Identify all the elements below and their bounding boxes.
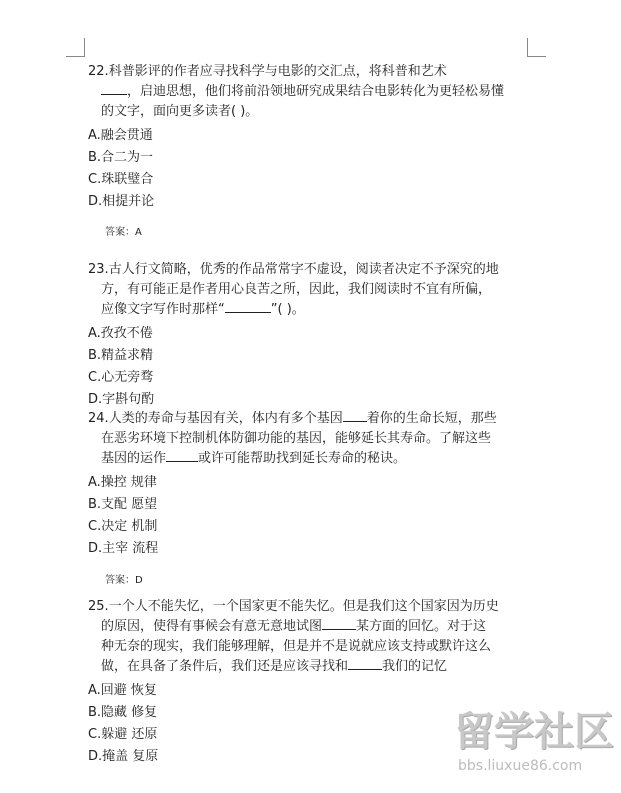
page-corner-mark-top-right	[527, 38, 546, 57]
options-list	[88, 125, 538, 213]
option-b[interactable]: B.隐藏 修复	[88, 705, 158, 720]
option-a[interactable]: A.回避 恢复	[88, 683, 157, 698]
option-c[interactable]: C.躲避 还原	[88, 727, 158, 742]
question-24	[88, 409, 538, 560]
stem-line: 某方面的回忆。对于这	[356, 619, 487, 634]
answer-blank	[166, 449, 198, 462]
option-b[interactable]: B.支配 愿望	[88, 497, 158, 512]
question-number: 23.	[88, 262, 109, 277]
option-d[interactable]: D.相提并论	[88, 194, 155, 209]
stem-line: 古人行文简略，优秀的作品常常字不虚设，阅读者决定不予深究的地	[108, 262, 499, 277]
stem-line: 方，有可能正是作者用心良苦之所，因此，我们阅读时不宜有所偏，	[101, 282, 492, 297]
stem-line: 的文字，面向更多读者( )。	[101, 104, 259, 119]
stem-line: 做，在具备了条件后，我们还是应该寻找和	[101, 659, 349, 674]
stem-line: 或许可能帮助找到延长寿命的秘诀。	[198, 451, 407, 466]
answer-blank	[348, 657, 382, 670]
question-stem	[88, 409, 538, 469]
stem-line: 科普影评的作者应寻找科学与电影的交汇点，将科普和艺术	[108, 64, 447, 79]
answer-blank	[322, 617, 356, 630]
option-b[interactable]: B.合二为一	[88, 150, 154, 165]
answer-blank	[343, 409, 367, 422]
option-c[interactable]: C.珠联璧合	[88, 172, 154, 187]
question-stem	[88, 597, 538, 677]
option-c[interactable]: C.决定 机制	[88, 519, 158, 534]
stem-line: ，启迪思想，他们将前沿领地研究成果结合电影转化为更轻松易懂	[127, 84, 505, 99]
option-d[interactable]: D.掩盖 复原	[88, 749, 159, 764]
option-a[interactable]: A.融会贯通	[88, 128, 153, 143]
watermark-logo	[454, 700, 614, 780]
page-corner-mark-top-left	[66, 38, 85, 57]
question-number: 25.	[88, 599, 109, 614]
question-22	[88, 62, 538, 213]
answer-label: 答案：A	[105, 227, 142, 238]
stem-line: 我们的记忆	[382, 659, 448, 674]
options-list	[88, 472, 538, 560]
option-a[interactable]: A.孜孜不倦	[88, 326, 153, 341]
watermark-url: bbs.liuxue86.com	[458, 758, 583, 774]
stem-line: 在恶劣环境下控制机体防御功能的基因，能够延长其寿命。了解这些	[101, 431, 492, 446]
question-number: 22.	[88, 64, 109, 79]
answer-label: 答案：D	[105, 575, 143, 586]
options-list	[88, 323, 538, 411]
answer-blank	[225, 300, 271, 313]
question-23	[88, 260, 538, 411]
stem-line: 的原因，使得有事候会有意无意地试图	[101, 619, 323, 634]
stem-line: 基因的运作	[101, 451, 167, 466]
question-number: 24.	[88, 411, 109, 426]
question-stem	[88, 62, 538, 122]
watermark-title: 留学社区	[454, 709, 614, 755]
option-d[interactable]: D.字斟句酌	[88, 392, 155, 407]
stem-line: 应像文字写作时那样“	[101, 302, 225, 317]
stem-line: 着你的生命长短，那些	[366, 411, 497, 426]
option-a[interactable]: A.操控 规律	[88, 475, 157, 490]
stem-line: 一个人不能失忆，一个国家更不能失忆。但是我们这个国家因为历史	[108, 599, 499, 614]
stem-line: 种无奈的现实，我们能够理解，但是并不是说就应该支持或默许这么	[101, 639, 492, 654]
stem-line: ”( )。	[270, 302, 305, 317]
question-stem	[88, 260, 538, 320]
option-c[interactable]: C.心无旁骛	[88, 370, 154, 385]
option-d[interactable]: D.主宰 流程	[88, 541, 159, 556]
option-b[interactable]: B.精益求精	[88, 348, 154, 363]
stem-line: 人类的寿命与基因有关，体内有多个基因	[108, 411, 343, 426]
answer-blank	[101, 82, 127, 95]
